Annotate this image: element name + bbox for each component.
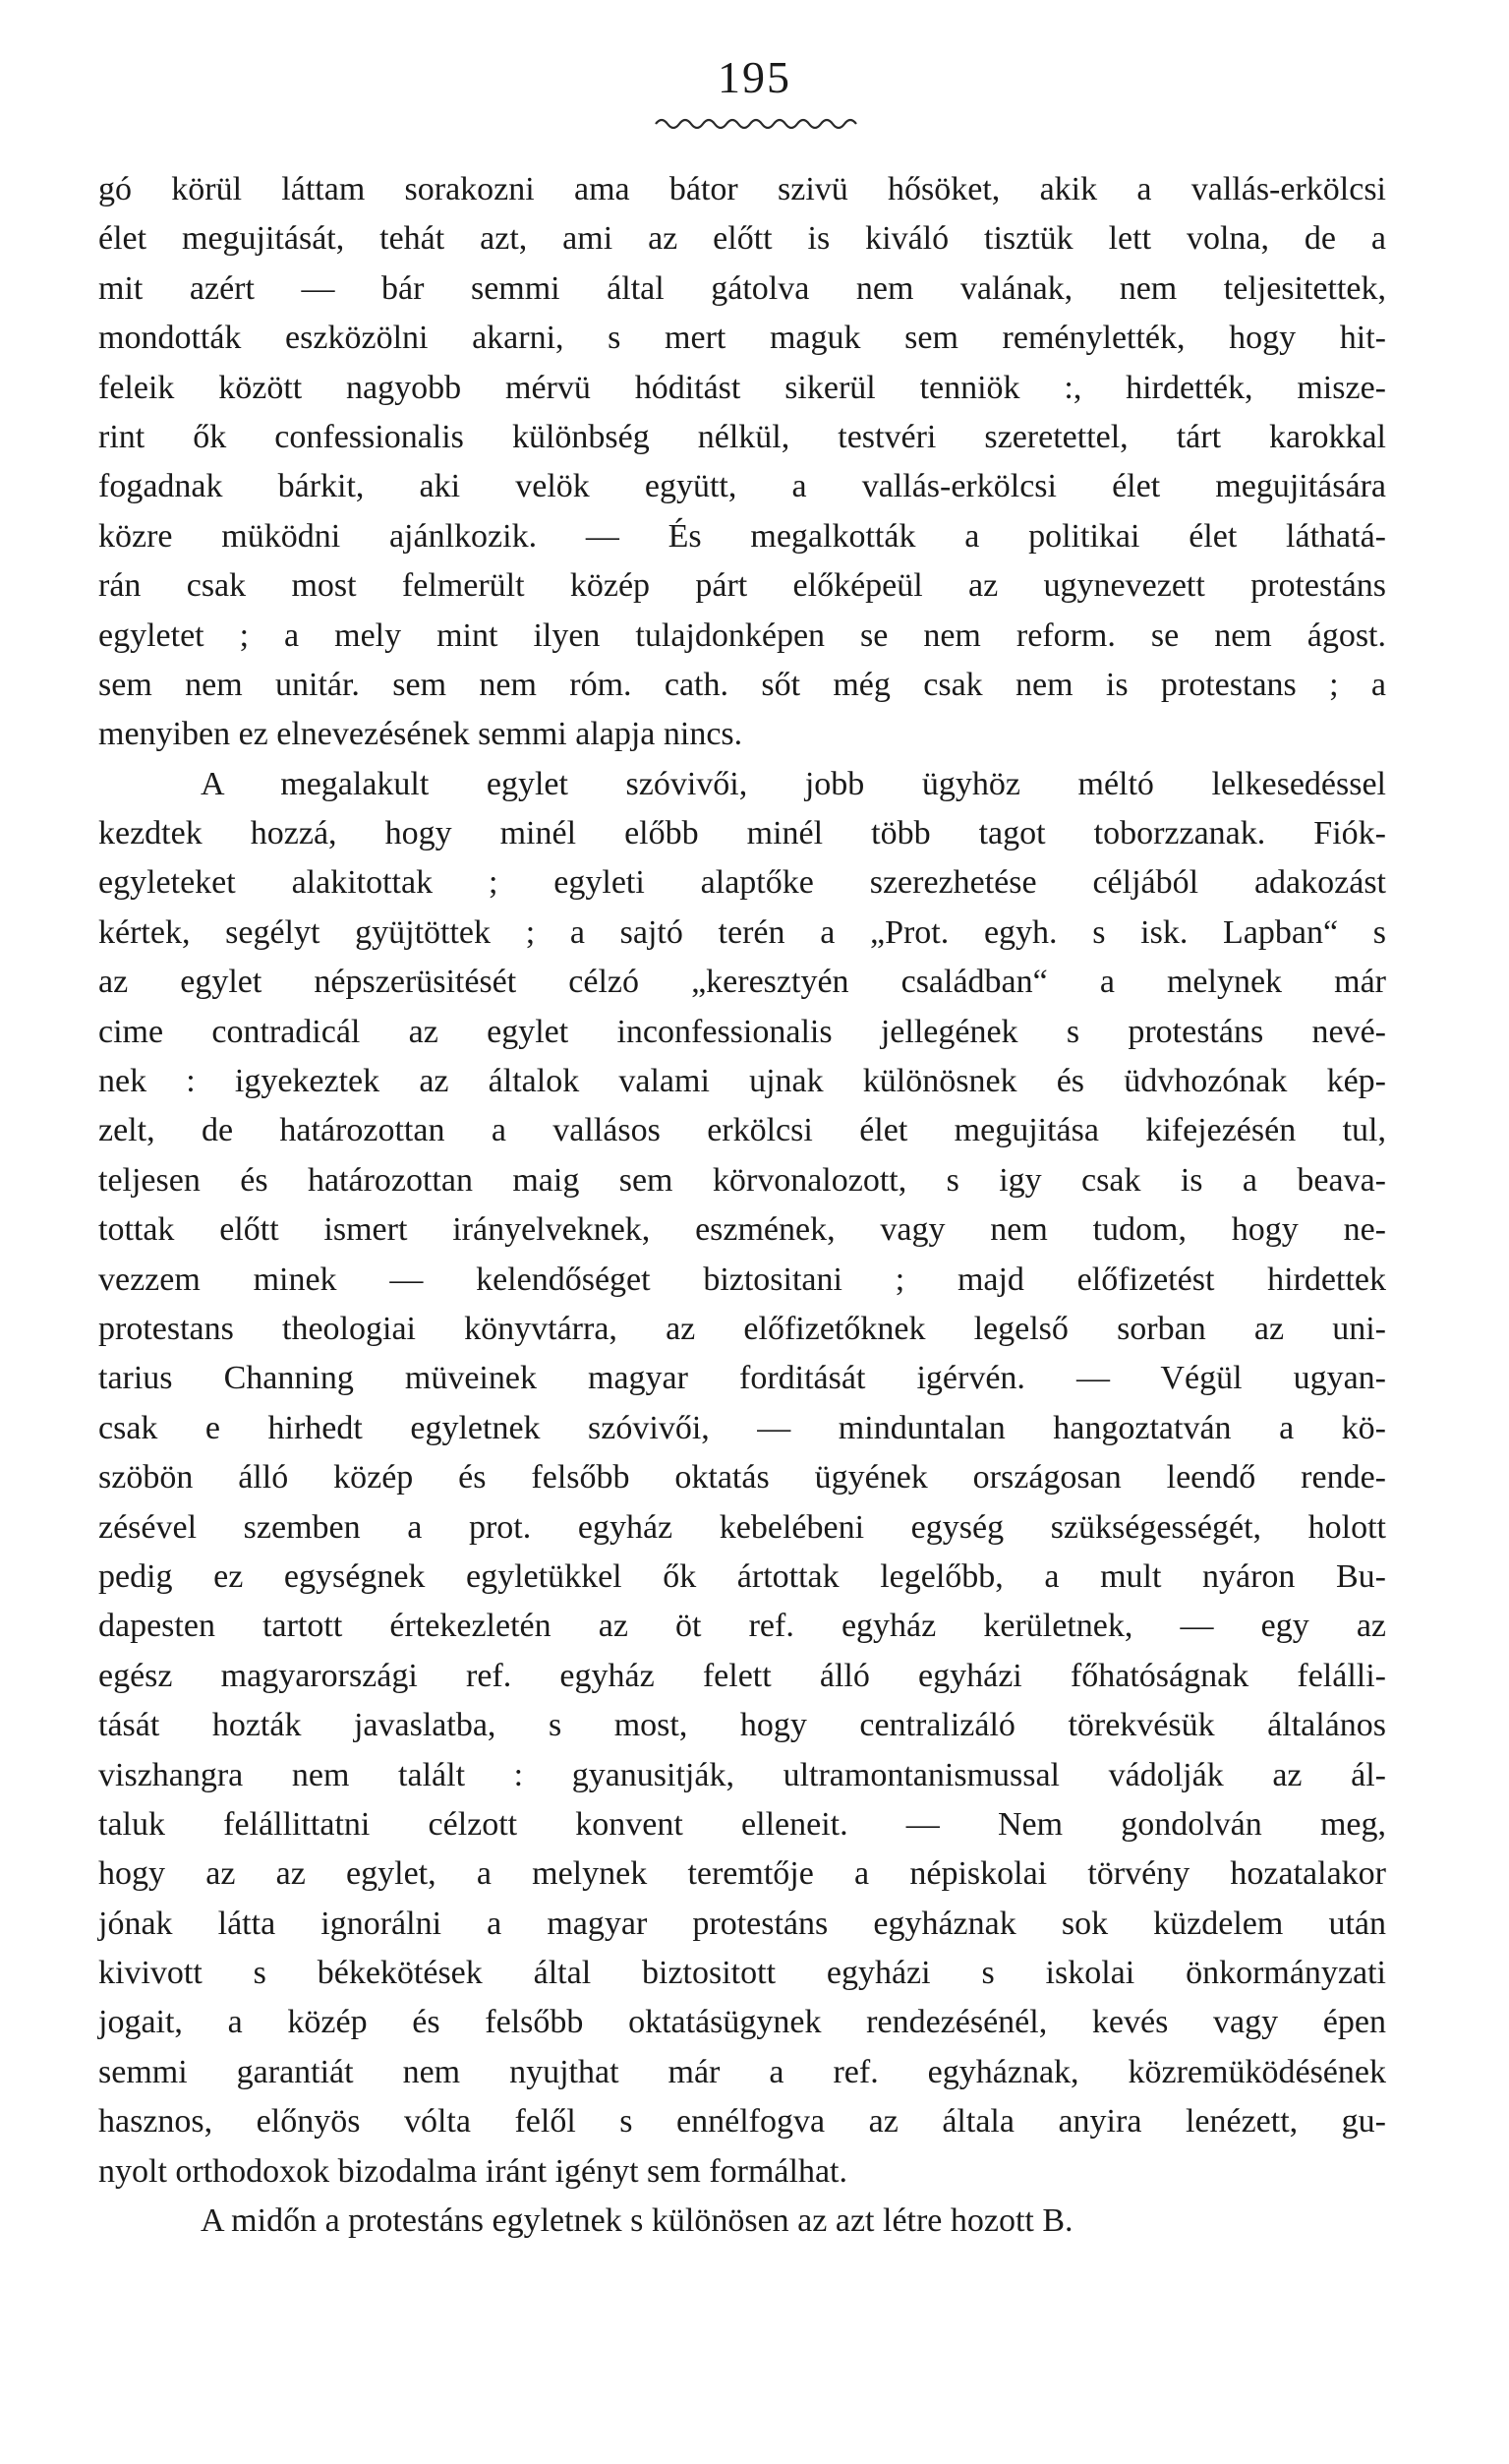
text-line: szöbön álló közép és felsőbb oktatás ügyének országosan leendő rende- — [98, 1459, 1386, 1496]
text-line: jónak látta ignorálni a magyar protestáns egyháznak sok küzdelem után — [98, 1905, 1386, 1942]
text-line: teljesen és határozottan maig sem körvonalozott, s igy csak is a beava- — [98, 1161, 1386, 1199]
text-line: zelt, de határozottan a vallásos erkölcsi élet megujitása kifejezésén tul, — [98, 1112, 1386, 1149]
text-line: tását hozták javaslatba, s most, hogy centralizáló törekvésük általános — [98, 1707, 1386, 1744]
text-line: az egylet népszerüsitését célzó „keresztyén családban“ a melynek már — [98, 964, 1386, 1001]
text-line: dapesten tartott értekezletén az öt ref. egyház kerületnek, — egy az — [98, 1608, 1386, 1645]
text-line: fogadnak bárkit, aki velök együtt, a vallás-erkölcsi élet megujitására — [98, 468, 1386, 505]
text-line: egyleteket alakitottak ; egyleti alaptőke szerezhetése céljából adakozást — [98, 864, 1386, 902]
text-line: tottak előtt ismert irányelveknek, eszmének, vagy nem tudom, hogy ne- — [98, 1211, 1386, 1249]
text-line: semmi garantiát nem nyujthat már a ref. egyháznak, közremüködésének — [98, 2053, 1386, 2090]
wavy-rule-ornament — [654, 110, 860, 134]
text-line: hasznos, előnyös vólta felől s ennélfogva az általa anyira lenézett, gu- — [98, 2103, 1386, 2141]
text-line: pedig ez egységnek egyletükkel ők ártottak legelőbb, a mult nyáron Bu- — [98, 1557, 1386, 1595]
page-number: 195 — [718, 52, 791, 102]
text-line: jogait, a közép és felsőbb oktatásügynek rendezésénél, kevés vagy épen — [98, 2004, 1386, 2041]
text-line: nek : igyekeztek az általok valami ujnak különösnek és üdvhozónak kép- — [98, 1063, 1386, 1100]
text-line: kezdtek hozzá, hogy minél előbb minél több tagot toborzzanak. Fiók- — [98, 815, 1386, 852]
paragraph-start-line: A midőn a protestáns egyletnek s különösen az azt létre hozott B. — [201, 2202, 1074, 2240]
text-line: tarius Channing müveinek magyar forditását igérvén. — Végül ugyan- — [98, 1360, 1386, 1397]
text-line: zésével szemben a prot. egyház kebelébeni egység szükségességét, holott — [98, 1508, 1386, 1546]
text-line: kértek, segélyt gyüjtöttek ; a sajtó terén a „Prot. egyh. s isk. Lapban“ s — [98, 913, 1386, 951]
text-line: mit azért — bár semmi által gátolva nem valának, nem teljesitettek, — [98, 269, 1386, 307]
text-line: élet megujitását, tehát azt, ami az előtt is kiváló tisztük lett volna, de a — [98, 220, 1386, 258]
text-line: protestans theologiai könyvtárra, az előfizetőknek legelső sorban az uni- — [98, 1310, 1386, 1347]
text-line: vezzem minek — kelendőséget biztositani ; majd előfizetést hirdettek — [98, 1261, 1386, 1298]
text-line: egyletet ; a mely mint ilyen tulajdonképen se nem reform. se nem ágost. — [98, 616, 1386, 654]
text-line: rán csak most felmerült közép párt előképeül az ugynevezett protestáns — [98, 567, 1386, 605]
text-line: mondották eszközölni akarni, s mert maguk sem reménylették, hogy hit- — [98, 320, 1386, 357]
text-line: cime contradicál az egylet inconfessionalis jellegének s protestáns nevé- — [98, 1013, 1386, 1050]
text-line: feleik között nagyobb mérvü hóditást sikerül tenniök :, hirdették, misze- — [98, 369, 1386, 406]
text-line: gó körül láttam sorakozni ama bátor szivü hősöket, akik a vallás-erkölcsi — [98, 171, 1386, 207]
paragraph-start-line: A megalakult egylet szóvivői, jobb ügyhöz méltó lelkesedéssel — [201, 765, 1386, 802]
text-line: viszhangra nem talált : gyanusitják, ultramontanismussal vádolják az ál- — [98, 1756, 1386, 1793]
text-line: sem nem unitár. sem nem róm. cath. sőt még csak nem is protestans ; a — [98, 666, 1386, 703]
text-line: taluk felállittatni célzott konvent elleneit. — Nem gondolván meg, — [98, 1805, 1386, 1843]
body-text — [98, 165, 1386, 2246]
text-line: menyiben ez elnevezésének semmi alapja nincs. — [98, 716, 743, 753]
text-line: rint ők confessionalis különbség nélkül, testvéri szeretettel, tárt karokkal — [98, 418, 1386, 455]
text-line: kivivott s békekötések által biztositott egyházi s iskolai önkormányzati — [98, 1955, 1386, 1992]
text-line: csak e hirhedt egyletnek szóvivői, — minduntalan hangoztatván a kö- — [98, 1409, 1386, 1446]
text-line: nyolt orthodoxok bizodalma iránt igényt sem formálhat. — [98, 2152, 847, 2190]
text-line: egész magyarországi ref. egyház felett álló egyházi főhatóságnak felálli- — [98, 1657, 1386, 1694]
text-line: hogy az az egylet, a melynek teremtője a népiskolai törvény hozatalakor — [98, 1855, 1386, 1893]
text-line: közre müködni ajánlkozik. — És megalkották a politikai élet láthatá- — [98, 517, 1386, 555]
